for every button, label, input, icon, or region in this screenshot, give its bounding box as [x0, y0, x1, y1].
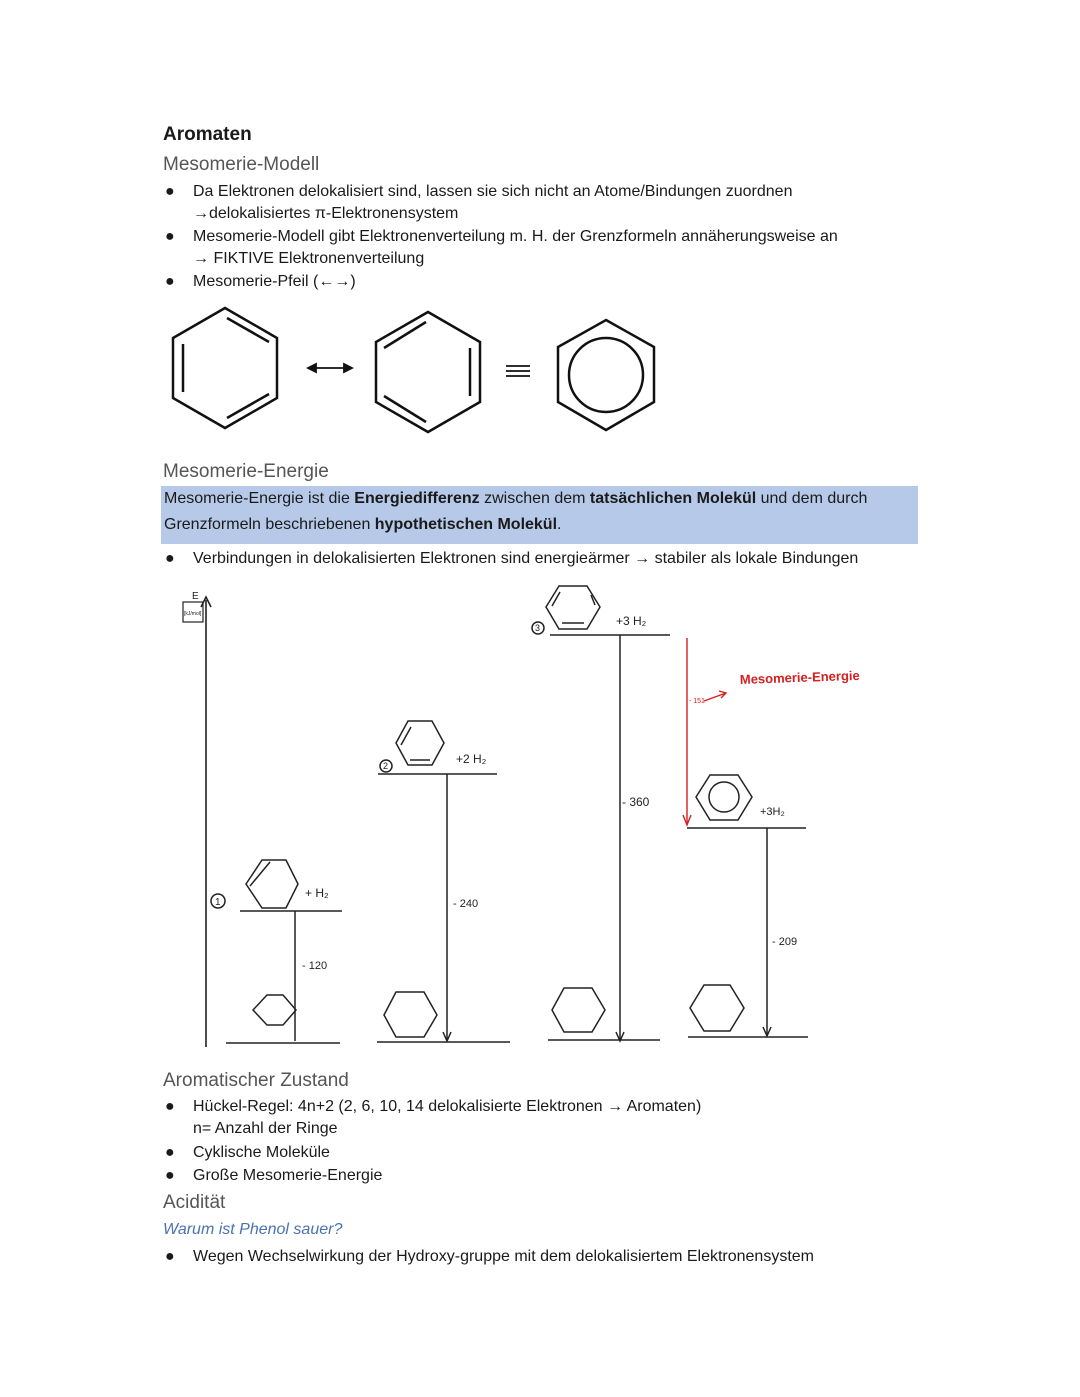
hydrogenation-energy-diagram [170, 585, 900, 1055]
step-1-number: 1 [215, 897, 221, 908]
bullet-icon: ● [165, 1098, 175, 1115]
heading-mesomerie-energie: Mesomerie-Energie [163, 461, 329, 482]
list-item-continuation: →delokalisiertes π-Elektronensystem [193, 205, 459, 222]
bullet-icon: ● [165, 228, 175, 245]
bullet-icon: ● [165, 1248, 175, 1265]
heading-aciditaet: Acidität [163, 1192, 226, 1213]
benzene-resonance-figure [160, 300, 680, 440]
mesomerie-energy-label: Mesomerie-Energie [739, 667, 860, 687]
mesomerie-energy-value: - 151 [689, 698, 705, 705]
step-benzene-value: - 209 [772, 936, 798, 948]
axis-unit-label: [kJ/mol] [184, 611, 202, 617]
heading-mesomerie-modell: Mesomerie-Modell [163, 154, 320, 175]
kekule-structure-1 [173, 308, 277, 428]
kekule-structure-2 [376, 312, 480, 432]
step-2-group [377, 721, 510, 1042]
definition-line-2: Grenzformeln beschriebenen hypothetischen Molekül. [164, 516, 562, 533]
step-1-reagent: + H₂ [305, 886, 329, 900]
mesomerie-energy-arrow [683, 638, 726, 825]
aromatic-ring-structure [558, 320, 654, 430]
step-1-value: - 120 [302, 960, 328, 972]
bullet-icon: ● [165, 183, 175, 200]
step-benzene-reagent: +3H₂ [760, 806, 785, 818]
axis-label-energy: E [192, 591, 199, 602]
page-title: Aromaten [163, 124, 252, 145]
subheading-question: Warum ist Phenol sauer? [163, 1221, 343, 1238]
bullet-icon: ● [165, 1167, 175, 1184]
bullet-icon: ● [165, 1144, 175, 1161]
bullet-icon: ● [165, 273, 175, 290]
step-3-group [532, 586, 670, 1041]
equivalence-sign-icon [506, 366, 530, 376]
resonance-arrow-icon [308, 364, 352, 372]
list-item-continuation: → FIKTIVE Elektronenverteilung [193, 250, 425, 267]
step-2-reagent: +2 H₂ [456, 752, 487, 766]
list-item-continuation: n= Anzahl der Ringe [193, 1120, 338, 1137]
step-3-value: - 360 [622, 795, 650, 809]
heading-aromatischer-zustand: Aromatischer Zustand [163, 1070, 349, 1091]
step-benzene-group [687, 775, 808, 1037]
definition-highlight-box [161, 486, 918, 544]
document-page: Aromaten Mesomerie-Modell ● Da Elektronen delokalisiert sind, lassen sie sich nicht an Atome/Bindungen zuordnen →delokalisiertes π-Elektronensystem ● Mesomerie-Modell gibt Elektronenverteilung m. H. der Grenzformeln annäherungsweise an → FIKTIVE Elektronenverteilung ● Mesomerie-Pfeil (←→) Mesomerie-Energie Mesomerie-Energie ist die Energiedifferenz zwischen dem tatsächlichen Molekül und dem durch Grenzformeln beschriebenen hypothetischen Molekül. ● Verbindungen in delokalisierten Elektronen sind energieärmer → stabiler als lokale Bindungen E [kJ/mol] 1 + H₂ - 120 2 +2 H₂ - 240 3 +3 H₂ - 360 +3H₂ - 209 - 151 Mesomerie-Energie Aromatischer Zustand ● Hückel-Regel: 4n+2 (2, 6, 10, 14 delokalisierte Elektronen → Aromaten) n= Anzahl der Ringe ● Cyklische Moleküle ● Große Mesomerie-Energie Acidität Warum ist Phenol sauer? ● Wegen Wechselwirkung der Hydroxy-gruppe mit dem delokalisiertem Elektronensystem [0, 0, 1080, 1397]
step-3-number: 3 [535, 623, 541, 633]
step-3-reagent: +3 H₂ [616, 614, 647, 628]
energy-axis [183, 597, 211, 1047]
definition-line-1: Mesomerie-Energie ist die Energiedifferenz zwischen dem tatsächlichen Molekül und dem durch [164, 490, 868, 507]
step-2-number: 2 [383, 761, 389, 771]
bullet-icon: ● [165, 550, 175, 567]
step-2-value: - 240 [453, 898, 479, 910]
